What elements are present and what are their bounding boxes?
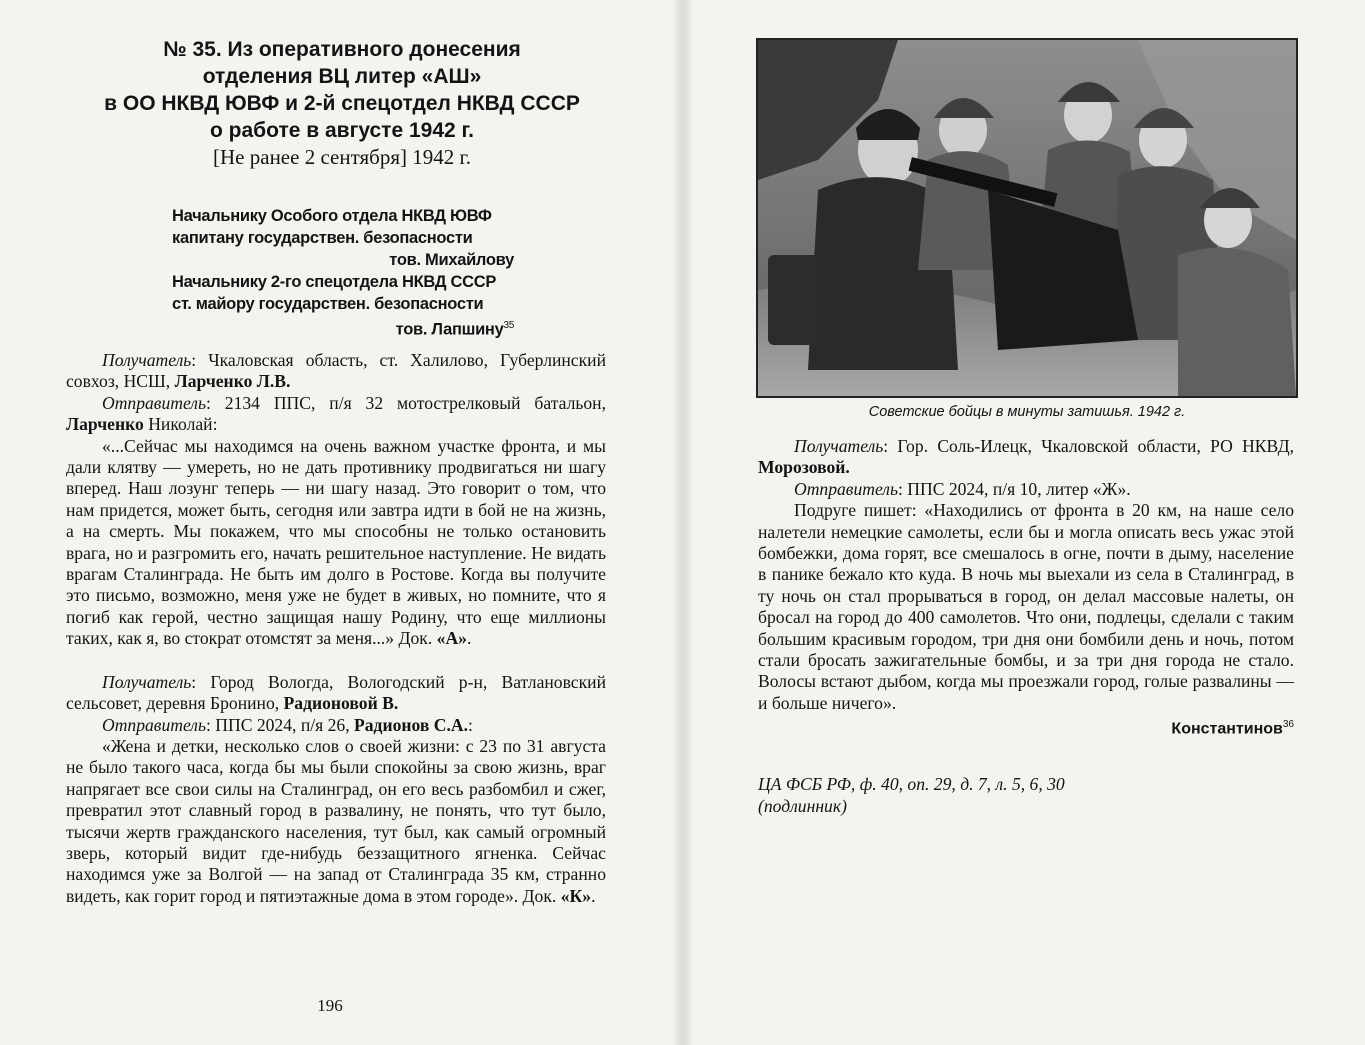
signature-name: Константинов (1171, 720, 1283, 738)
sender-text: : ППС 2024, п/я 26, (206, 714, 355, 735)
label: Отправитель (102, 714, 206, 735)
archive-reference (758, 773, 1294, 817)
spacer (66, 650, 606, 672)
recipient-text: : Гор. Соль-Илецк, Чкаловской области, РО НКВД, (883, 436, 1294, 456)
letter-body: Подруге пишет: «Находились от фронта в 20 км, на наше село налетели немецкие самолеты, если бы и могла описать весь ужас этой бомбежки, дома горят, все смешалось в огне, почти в дыму, население в панике бежало кто куда. В ночь мы выехали из села в Сталинград, в ту ночь он стал прорываться в город, он делал массовые налеты, он бросал на город до 400 самолетов. Что они, подлецы, сделали с таким большим красивым городом, три дня они бомбили день и ночь, потом стали бросать зажигательные бомбы, и за три дня города не стало. Волосы встают дыбом, когда мы проезжали город, голые развалины — и больше ничего». (758, 500, 1294, 713)
left-page (0, 0, 682, 1045)
recipient-line (66, 672, 606, 715)
letter-body (66, 436, 606, 650)
addressee-line: ст. майору государствен. безопасности (172, 295, 484, 313)
sender-line (66, 715, 606, 736)
footnote-ref: 36 (1282, 719, 1294, 731)
document-date: [Не ранее 2 сентября] 1942 г. (213, 145, 471, 169)
addressee-name: тов. Михайлову (389, 251, 514, 269)
label: Отправитель (794, 478, 898, 499)
title-line: № 35. Из оперативного донесения (163, 38, 521, 61)
title-line: отделения ВЦ литер «АШ» (202, 65, 482, 88)
recipient-name: Ларченко Л.В. (174, 371, 291, 392)
war-photo-icon (756, 38, 1298, 398)
title-line: о работе в августе 1942 г. (210, 119, 474, 142)
title-line: в ОО НКВД ЮВФ и 2-й спецотдел НКВД СССР (104, 92, 580, 115)
recipient-text: : Чкаловская область, ст. Халилово, Губерлинский совхоз, НСШ, (66, 350, 606, 392)
addressee-line: Начальнику Особого отдела НКВД ЮВФ (172, 207, 492, 225)
document-title (62, 36, 622, 171)
letter-text: «...Сейчас мы находимся на очень важном участке фронта, и мы дали клятву — умереть, но не дать противнику продвигаться ни шагу вперед. Наш лозунг теперь — ни шагу назад. Это говорит о том, что нам придется, может быть, сегодня или завтра идти в бой не на жизнь, а на смерть. Мы покажем, что мы способны не только остановить врага, но и разгромить его, начать решительное наступление. Не видать врагам Сталинграда. Не быть им долго в Ростове. Когда вы получите это письмо, возможно, меня уже не будет в живых, но помните, что я погиб как герой, честно защищая нашу Родину, что еще миллионы таких, как я, во стократ отомстят за меня...» Док. (66, 435, 606, 649)
recipient-line (758, 436, 1294, 479)
label: Получатель (102, 671, 192, 692)
page-number: 196 (317, 996, 343, 1015)
doc-ref: «А» (436, 628, 467, 649)
recipient-name: Радионовой В. (283, 693, 399, 714)
label: Получатель (102, 350, 192, 370)
archive-note: (подлинник) (758, 796, 847, 816)
archive-line: ЦА ФСБ РФ, ф. 40, оп. 29, д. 7, л. 5, 6, 30 (758, 774, 1065, 794)
sender-name: Радионов С.А. (354, 714, 468, 735)
sender-text: : ППС 2024, п/я 10, литер «Ж». (898, 478, 1131, 499)
label: Получатель (794, 436, 884, 456)
doc-end: . (466, 628, 472, 649)
right-text-body (758, 436, 1294, 740)
left-text-body (66, 350, 606, 907)
sender-text: : 2134 ППС, п/я 32 мотострелковый батальон, (206, 392, 606, 413)
sender-line (758, 479, 1294, 500)
recipient-name: Морозовой. (758, 457, 850, 478)
signature (758, 714, 1294, 740)
addressee-name-with-footnote (172, 315, 532, 341)
sender-tail: : (468, 714, 473, 735)
addressee-line: капитану государствен. безопасности (172, 229, 473, 247)
recipient-line (66, 350, 606, 393)
doc-ref: «К» (560, 885, 592, 906)
footnote-ref: 35 (503, 320, 514, 331)
addressee-block (172, 205, 532, 341)
addressee-line: Начальнику 2-го спецотдела НКВД СССР (172, 273, 497, 291)
letter-text: «Жена и детки, несколько слов о своей жизни: с 23 по 31 августа не было такого часа, когда бы мы были спокойны за свою жизнь, враг напрягает все свои силы на Сталинград, он его весь разбомбил и сжег, превратил этот славный город в развалину, не понять, что тут было, тысячи жертв гражданского населения, тут был, как самый огромный зверь, который видит где-нибудь беззащитного ягненка. Сейчас находимся уже за Волгой — на запад от Сталинграда 35 км, странно видеть, как горит город и пятиэтажные дома в этом городе». Док. (66, 735, 606, 906)
recipient-text: : Город Вологда, Вологодский р-н, Ватлановский сельсовет, деревня Бронино, (66, 671, 606, 714)
sender-tail: Николай: (143, 414, 218, 435)
letter-body (66, 736, 606, 907)
label: Отправитель (102, 392, 206, 413)
addressee-name: тов. Лапшину (395, 320, 504, 339)
sender-name: Ларченко (66, 414, 144, 435)
sender-line (66, 393, 606, 436)
photo-caption: Советские бойцы в минуты затишья. 1942 г. (868, 404, 1186, 420)
doc-end: . (591, 885, 596, 906)
